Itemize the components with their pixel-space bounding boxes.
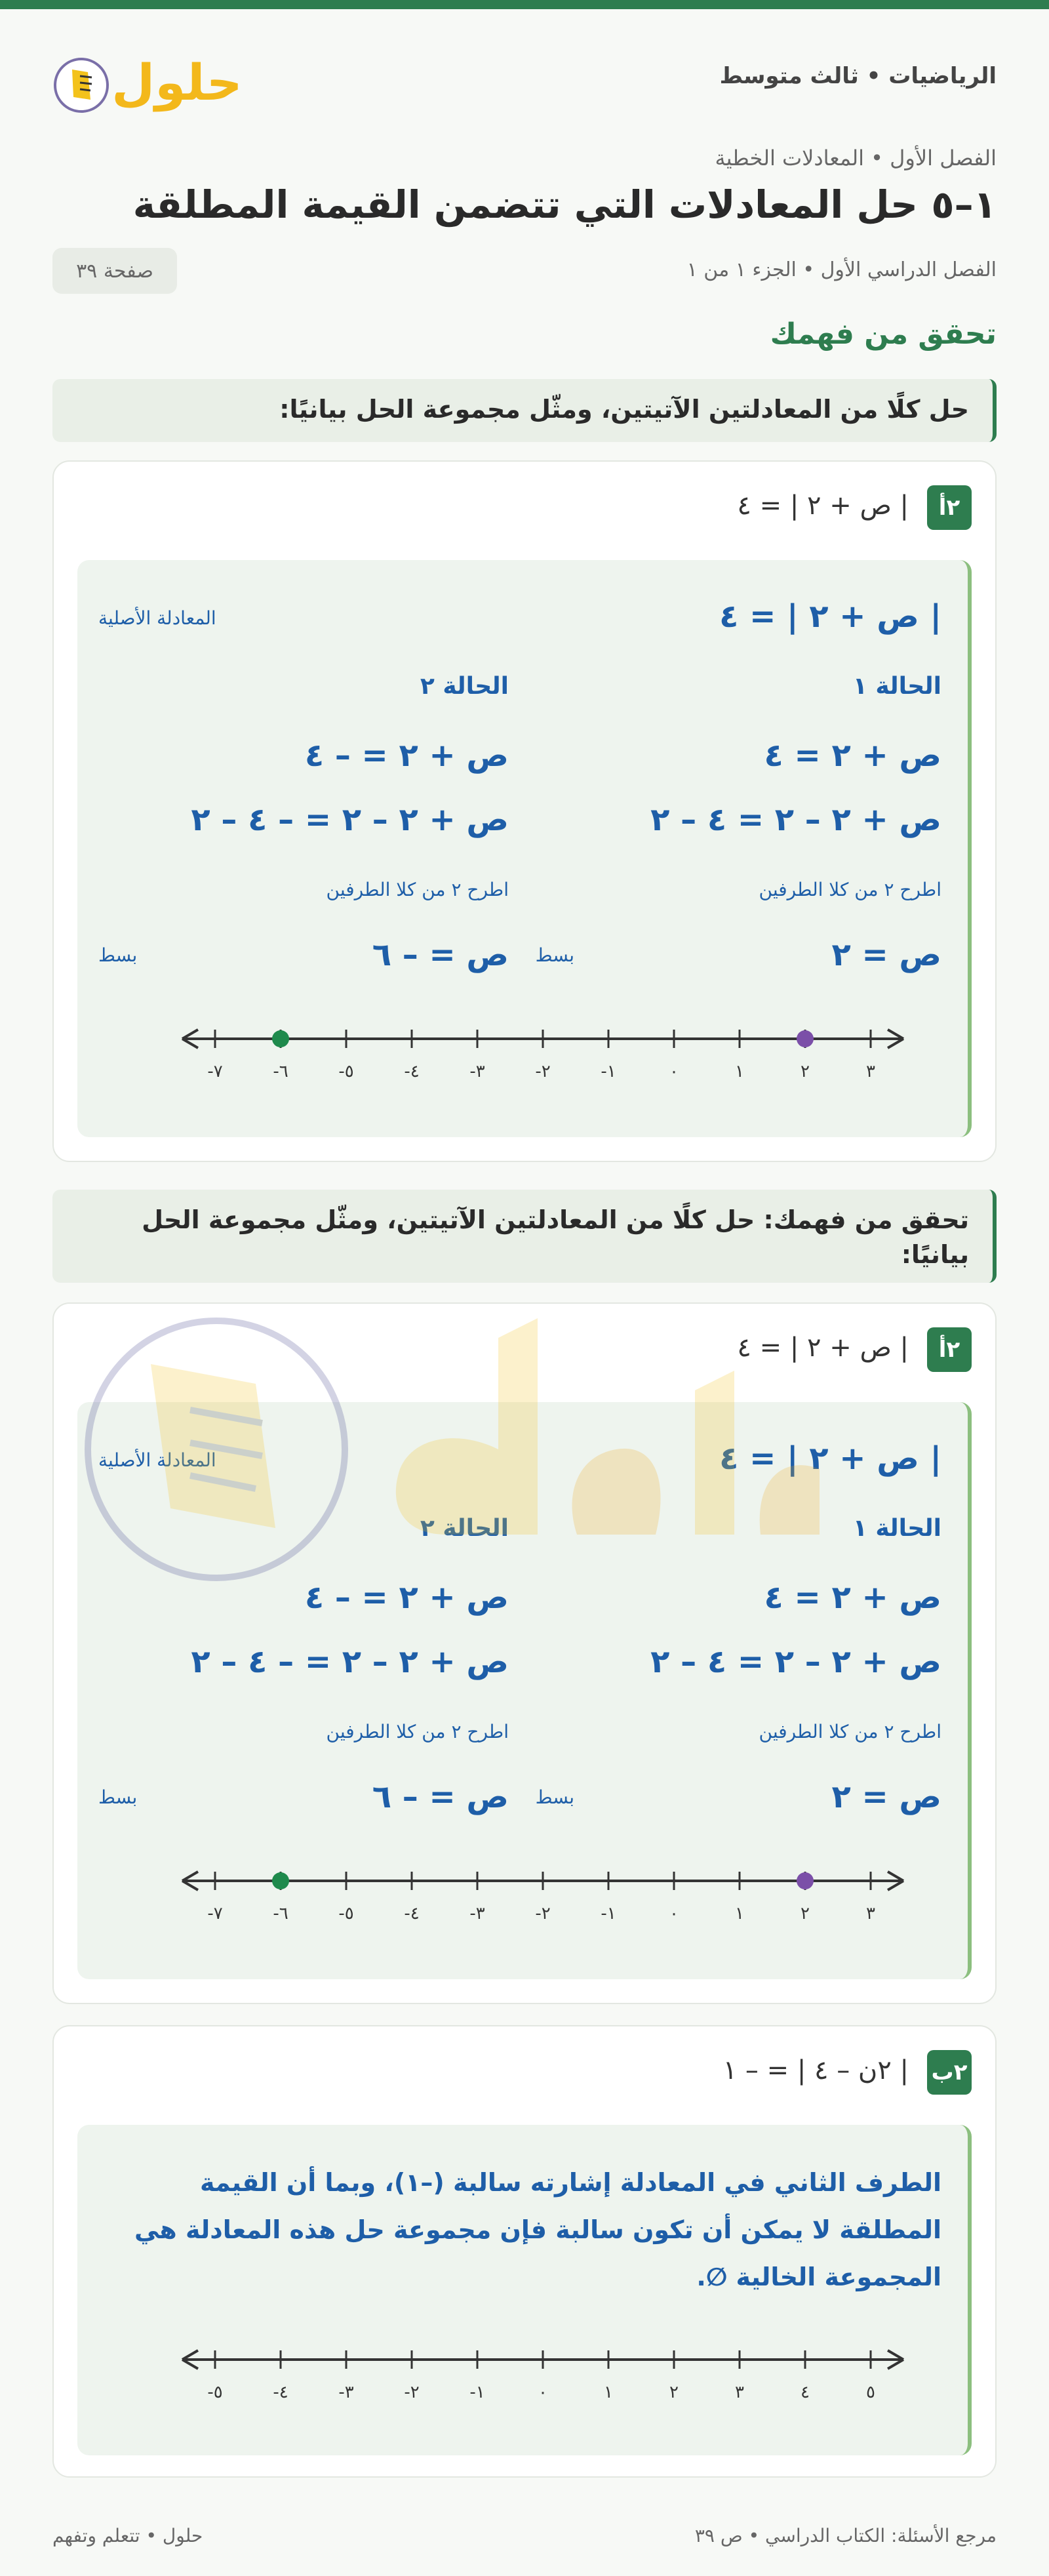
simplify-label: بسط	[98, 944, 138, 966]
number-line-tick-label: ١	[604, 2383, 613, 2402]
question-badge: ٢أ	[927, 1327, 972, 1372]
number-line-tick-label: -٧	[207, 1904, 223, 1923]
number-line-tick-label: ٠	[669, 1904, 679, 1923]
number-line-tick-label: ٢	[801, 1062, 810, 1081]
case2-label: الحالة ٢	[420, 673, 509, 700]
number-line-tick-label: -٥	[207, 2383, 223, 2402]
instruction-banner: حل كلًا من المعادلتين الآتيتين، ومثّل مجموعة الحل بيانيًا:	[52, 379, 997, 442]
number-line-tick-label: ٢	[669, 2383, 679, 2402]
case1-note: اطرح ٢ من كلا الطرفين	[759, 1721, 941, 1742]
solution-point	[272, 1030, 289, 1047]
number-line-tick-label: ١	[735, 1062, 744, 1081]
number-line-tick-label: ٥	[866, 2383, 875, 2402]
number-line-tick-label: -١	[601, 1062, 616, 1081]
lesson-title: ١–٥ حل المعادلات التي تتضمن القيمة المطلقة	[132, 182, 997, 227]
case1-step1: ص + ٢ = ٤	[764, 1579, 941, 1616]
number-line-tick-label: -١	[601, 1904, 616, 1923]
solution-point	[797, 1030, 814, 1047]
case2-note: اطرح ٢ من كلا الطرفين	[326, 879, 509, 900]
number-line-tick-label: -٤	[273, 2383, 288, 2402]
logo-wordmark: حلول	[111, 53, 243, 111]
solution-panel	[77, 560, 972, 1137]
number-line	[176, 2333, 910, 2405]
simplify-label: بسط	[535, 944, 574, 966]
case1-note: اطرح ٢ من كلا الطرفين	[759, 879, 941, 900]
number-line-tick-label: -٣	[469, 1062, 485, 1081]
number-line-tick-label: ٣	[866, 1062, 875, 1081]
solution-panel	[77, 1402, 972, 1979]
case2-step1: ص + ٢ = – ٤	[304, 737, 509, 774]
number-line-tick-label: -٣	[338, 2383, 354, 2402]
instruction-banner: تحقق من فهمك: حل كلًا من المعادلتين الآتيتين، ومثّل مجموعة الحل بيانيًا:	[52, 1190, 997, 1283]
number-line-tick-label: ٠	[538, 2383, 547, 2402]
question-card-2a-repeat	[52, 1302, 997, 2004]
number-line-tick-label: -٢	[535, 1904, 551, 1923]
number-line-tick-label: -٦	[273, 1904, 288, 1923]
number-line-tick-label: ٣	[735, 2383, 744, 2402]
case2-step2: ص + ٢ – ٢ = – ٤ – ٢	[191, 801, 509, 838]
case2-result: ص = – ٦	[372, 1779, 509, 1815]
page-badge: صفحة ٣٩	[52, 248, 177, 294]
original-equation: | ص + ٢ | = ٤	[719, 1440, 941, 1477]
number-line-tick-label: -٢	[535, 1062, 551, 1081]
number-line-tick-label: -٦	[273, 1062, 288, 1081]
case1-result: ص = ٢	[831, 1779, 941, 1815]
case2-label: الحالة ٢	[420, 1515, 509, 1542]
case1-label: الحالة ١	[852, 1515, 941, 1542]
subject-label: الرياضيات • ثالث متوسط	[719, 63, 997, 89]
number-line-tick-label: ٠	[669, 1062, 679, 1081]
case2-note: اطرح ٢ من كلا الطرفين	[326, 1721, 509, 1742]
number-line-tick-label: ١	[735, 1904, 744, 1923]
hulul-logo[interactable]	[52, 43, 243, 115]
simplify-label: بسط	[98, 1786, 138, 1808]
question-equation: | ٢ن – ٤ | = – ١	[722, 2055, 909, 2085]
question-badge: ٢أ	[927, 485, 972, 530]
solution-panel	[77, 2125, 972, 2455]
number-line-tick-label: ٣	[866, 1904, 875, 1923]
case1-step1: ص + ٢ = ٤	[764, 737, 941, 774]
number-line-tick-label: ٢	[801, 1904, 810, 1923]
section-heading: تحقق من فهمك	[770, 317, 997, 351]
case1-step2: ص + ٢ – ٢ = ٤ – ٢	[650, 1643, 941, 1680]
empty-set-explanation: الطرف الثاني في المعادلة إشارته سالبة (–١)، وبما أن القيمة المطلقة لا يمكن أن تكون سالبة فإن مجموعة حل هذه المعادلة هي المجموعة الخالية ∅.	[134, 2168, 941, 2292]
page-header	[52, 43, 997, 115]
question-card-2b	[52, 2025, 997, 2478]
number-line-tick-label: -٤	[404, 1904, 420, 1923]
question-equation: | ص + ٢ | = ٤	[737, 491, 909, 521]
number-line-tick-label: -٣	[469, 1904, 485, 1923]
case2-step1: ص + ٢ = – ٤	[304, 1579, 509, 1616]
case1-result: ص = ٢	[831, 936, 941, 973]
solution-point	[797, 1872, 814, 1889]
number-line-tick-label: ٤	[801, 2383, 810, 2402]
number-line	[176, 1013, 910, 1085]
case2-result: ص = – ٦	[372, 936, 509, 973]
case1-step2: ص + ٢ – ٢ = ٤ – ٢	[650, 801, 941, 838]
semester-label: الفصل الدراسي الأول • الجزء ١ من ١	[686, 258, 997, 281]
case2-step2: ص + ٢ – ٢ = – ٤ – ٢	[191, 1643, 509, 1680]
number-line-tick-label: -٥	[338, 1062, 354, 1081]
simplify-label: بسط	[535, 1786, 574, 1808]
top-accent-bar	[0, 0, 1049, 9]
original-equation-label: المعادلة الأصلية	[98, 1449, 216, 1471]
chapter-label: الفصل الأول • المعادلات الخطية	[715, 146, 997, 171]
original-equation-label: المعادلة الأصلية	[98, 607, 216, 629]
question-equation: | ص + ٢ | = ٤	[737, 1333, 909, 1363]
question-badge: ٢ب	[927, 2050, 972, 2095]
number-line-tick-label: -٤	[404, 1062, 420, 1081]
case1-label: الحالة ١	[852, 673, 941, 700]
number-line-tick-label: -٥	[338, 1904, 354, 1923]
solution-point	[272, 1872, 289, 1889]
footer-brand: حلول • تتعلم وتفهم	[52, 2525, 203, 2546]
number-line	[176, 1855, 910, 1927]
number-line-tick-label: -٧	[207, 1062, 223, 1081]
original-equation: | ص + ٢ | = ٤	[719, 598, 941, 635]
question-card-2a	[52, 460, 997, 1162]
number-line-tick-label: -١	[469, 2383, 485, 2402]
footer-reference: مرجع الأسئلة: الكتاب الدراسي • ص ٣٩	[694, 2525, 997, 2546]
number-line-tick-label: -٢	[404, 2383, 420, 2402]
